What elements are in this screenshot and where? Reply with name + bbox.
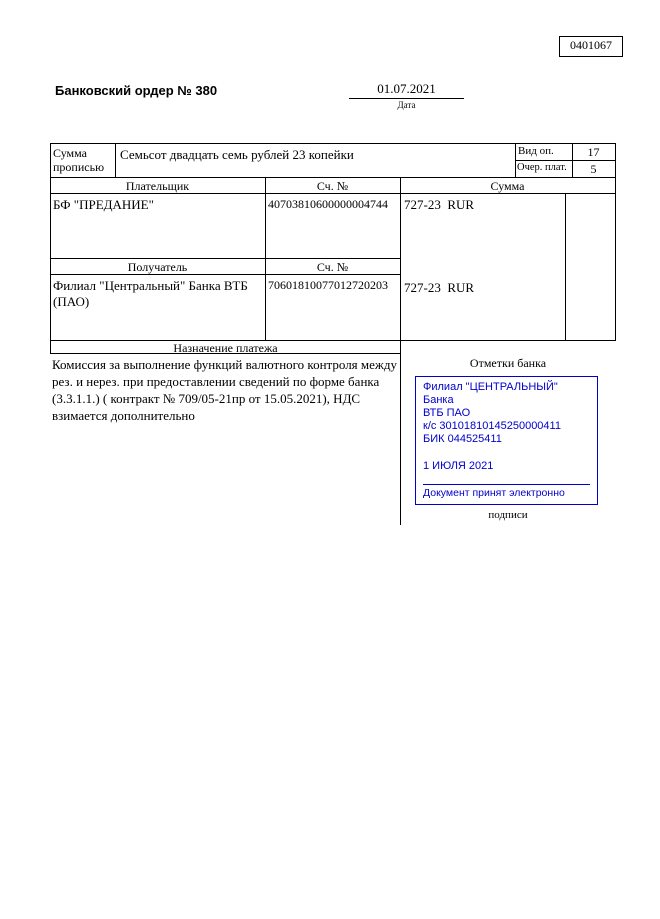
table-line bbox=[50, 143, 616, 144]
payee-name: Филиал "Центральный" Банка ВТБ (ПАО) bbox=[53, 278, 248, 309]
payer-column-header: Плательщик bbox=[125, 179, 190, 193]
payer-name: БФ "ПРЕДАНИЕ" bbox=[53, 197, 154, 212]
payment-priority-value: 5 bbox=[590, 162, 597, 176]
account-column-header: Сч. № bbox=[316, 179, 349, 193]
payment-priority-label: Очер. плат. bbox=[517, 162, 567, 173]
table-line bbox=[515, 143, 516, 177]
purpose-text: Комиссия за выполнение функций валютного контроля между рез. и нерез. при предоставлении сведений по форме банка (3.3.1.1.) ( контракт № 709/05-21пр от 15.05.2021), НДС взимается дополнительно bbox=[52, 357, 398, 423]
bank-marks-header: Отметки банка bbox=[469, 356, 547, 370]
amount-column-header: Сумма bbox=[490, 179, 525, 193]
amount-in-words-label: Сумма прописью bbox=[53, 146, 105, 174]
form-code-box bbox=[559, 36, 623, 57]
stamp-date: 1 ИЮЛЯ 2021 bbox=[423, 460, 494, 472]
table-line bbox=[50, 258, 401, 259]
account-column-header-2: Сч. № bbox=[316, 260, 349, 274]
table-line bbox=[565, 193, 566, 340]
operation-type-value: 17 bbox=[587, 145, 600, 159]
table-line bbox=[515, 160, 616, 161]
stamp-corr-account: к/с 30101810145250000411 bbox=[423, 420, 561, 432]
payer-account: 40703810600000004744 bbox=[268, 197, 388, 211]
signatures-label: подписи bbox=[488, 509, 528, 521]
date-value: 01.07.2021 bbox=[349, 81, 464, 99]
stamp-bank-name-line1: Филиал "ЦЕНТРАЛЬНЫЙ" Банка bbox=[423, 381, 558, 406]
form-code: 0401067 bbox=[570, 38, 612, 52]
table-line bbox=[50, 143, 51, 353]
table-line bbox=[615, 143, 616, 340]
document-title: Банковский ордер № 380 bbox=[55, 83, 218, 98]
operation-type-label: Вид оп. bbox=[518, 145, 554, 157]
date-block bbox=[349, 81, 464, 110]
table-line bbox=[115, 143, 116, 177]
stamp-bank-name-line2: ВТБ ПАО bbox=[423, 407, 471, 419]
stamp-status: Документ принят электронно bbox=[423, 484, 590, 500]
date-label: Дата bbox=[397, 100, 416, 110]
stamp-bic: БИК 044525411 bbox=[423, 433, 502, 445]
payee-account: 70601810077012720203 bbox=[268, 278, 388, 292]
table-line bbox=[50, 177, 616, 178]
payee-amount: 727-23 RUR bbox=[404, 280, 475, 295]
payee-column-header: Получатель bbox=[127, 260, 188, 274]
purpose-header: Назначение платежа bbox=[173, 341, 278, 355]
table-line bbox=[265, 177, 266, 340]
payer-amount: 727-23 RUR bbox=[404, 197, 475, 212]
bank-stamp bbox=[415, 376, 598, 505]
amount-in-words-value: Семьсот двадцать семь рублей 23 копейки bbox=[120, 147, 354, 162]
